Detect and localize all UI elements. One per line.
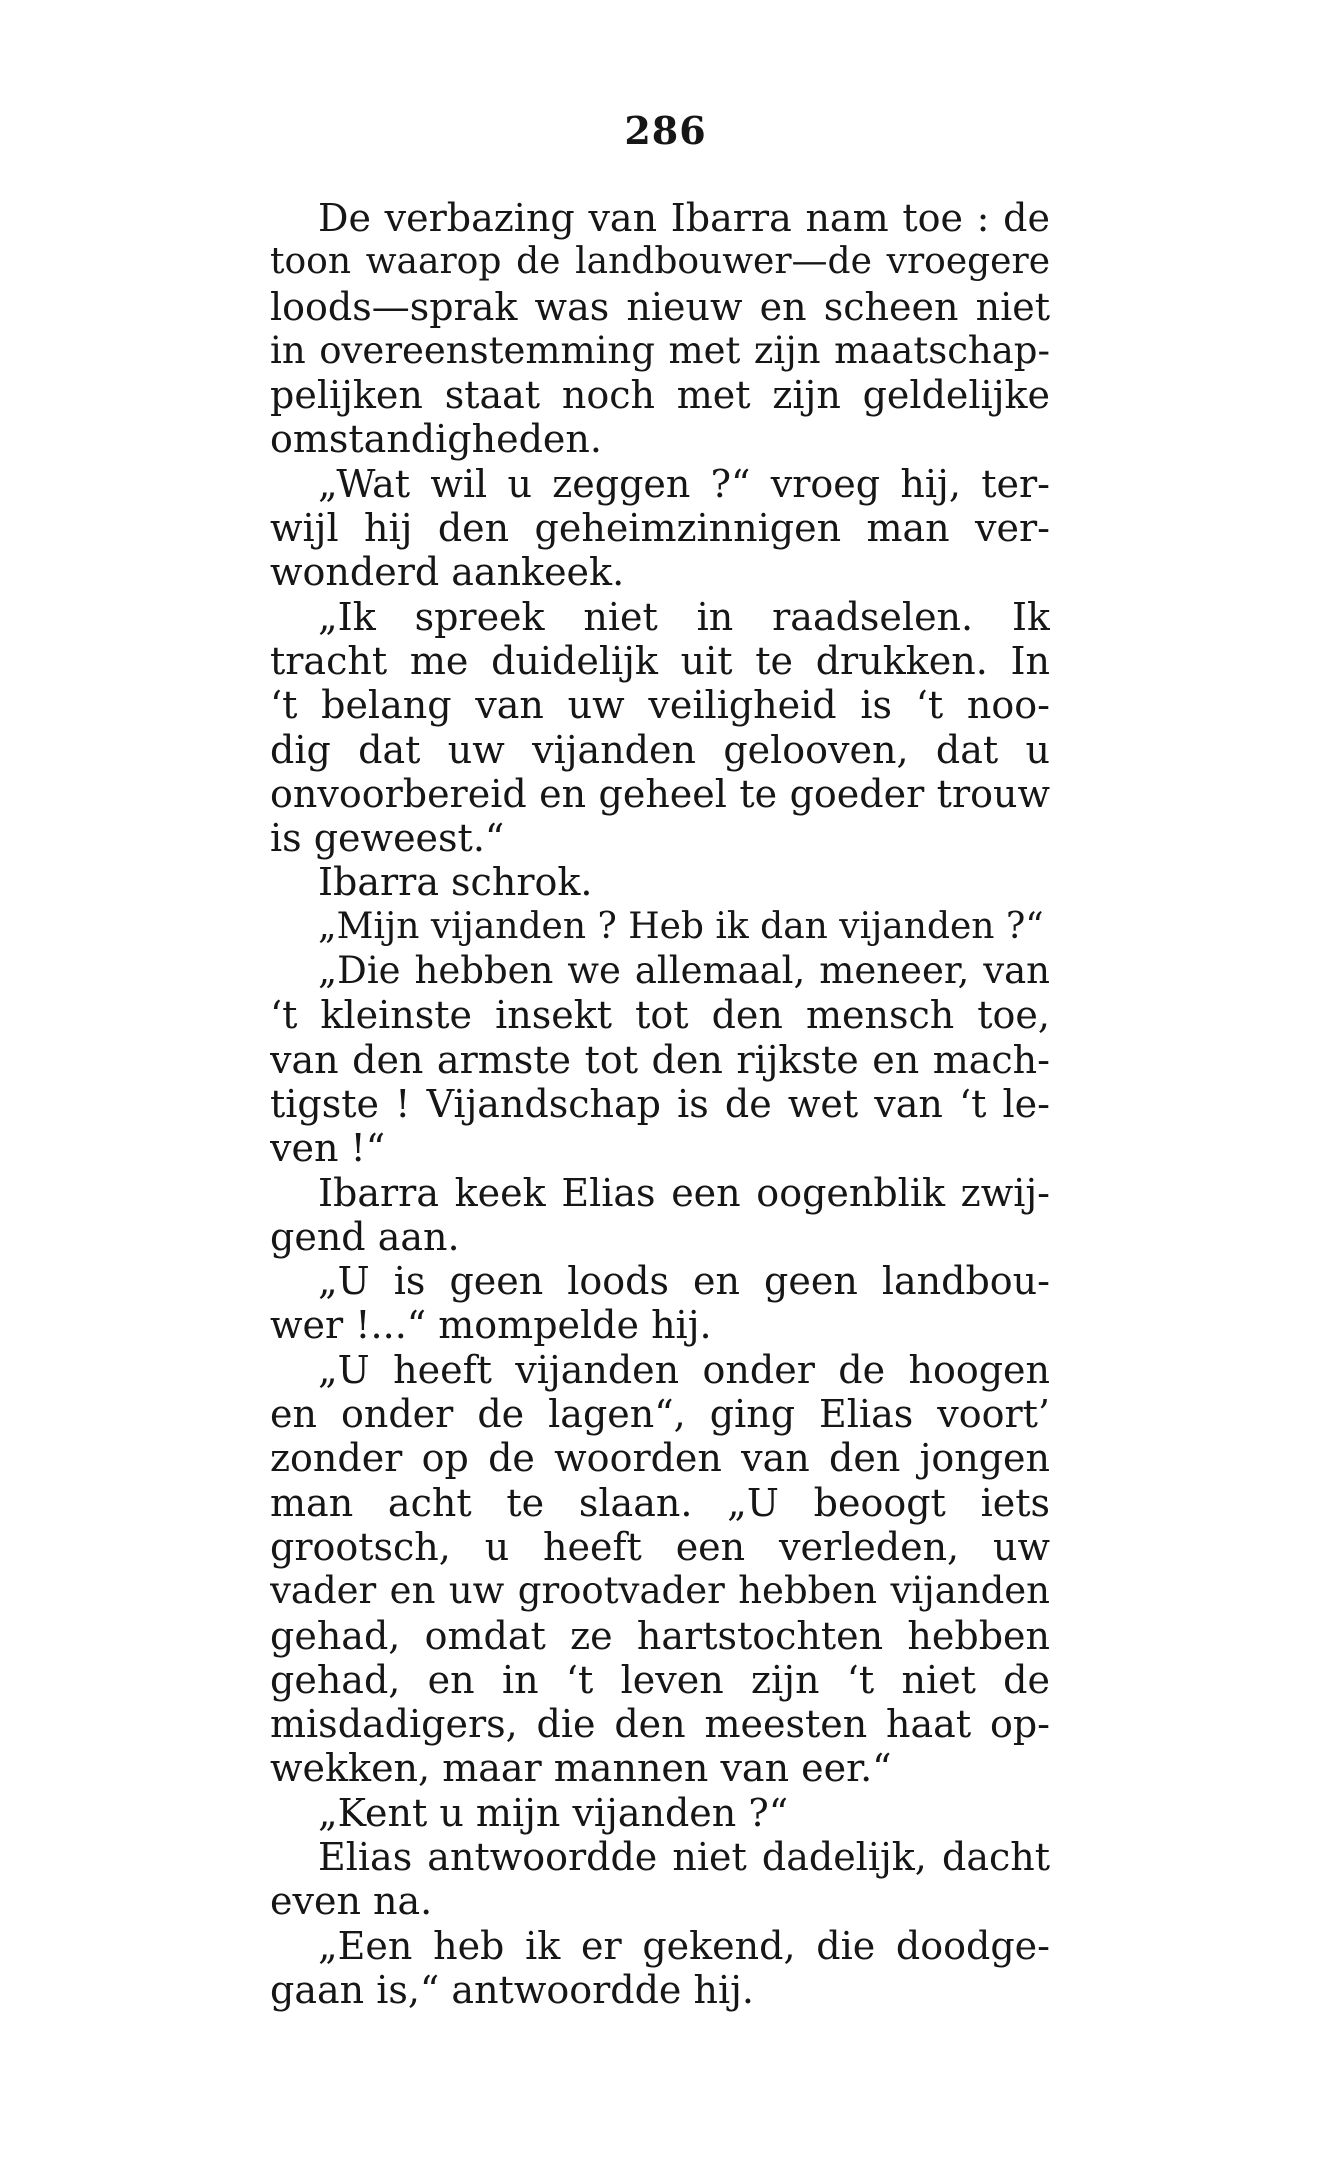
text-line: pelijken staat noch met zijn geldelijke [270, 373, 1050, 418]
text-line: „Mijn vijanden ? Heb ik dan vijanden ?“ [318, 905, 1044, 947]
text-line: is geweest.“ [270, 816, 505, 861]
text-line: toon waarop de landbouwer—de vroegere [270, 241, 1050, 283]
text-line: dig dat uw vijanden gelooven, dat u [270, 727, 1050, 772]
text-line: „U heeft vijanden onder de hoogen [318, 1347, 1050, 1392]
text-line: loods—sprak was nieuw en scheen niet [270, 284, 1050, 329]
text-line: even na. [270, 1879, 433, 1924]
text-line: „Een heb ik er gekend, die doodge- [318, 1923, 1050, 1968]
text-line: „U is geen loods en geen landbou- [318, 1259, 1050, 1304]
text-line: onvoorbereid en geheel te goeder trouw [270, 771, 1050, 816]
text-line: ‘t belang van uw veiligheid is ‘t noo- [270, 683, 1050, 728]
text-line: wijl hij den geheimzinnigen man ver- [270, 506, 1050, 551]
text-line: gaan is,“ antwoordde hij. [270, 1967, 754, 2012]
text-line: zonder op de woorden van den jongen [270, 1436, 1050, 1481]
text-line: wekken, maar mannen van eer.“ [270, 1746, 892, 1791]
text-line: Ibarra keek Elias een oogenblik zwij- [318, 1170, 1050, 1215]
text-line: De verbazing van Ibarra nam toe : de [318, 196, 1050, 240]
text-line: gehad, omdat ze hartstochten hebben [270, 1613, 1050, 1658]
text-line: „Wat wil u zeggen ?“ vroeg hij, ter- [318, 461, 1050, 506]
text-line: wer !...“ mompelde hij. [270, 1303, 712, 1348]
text-line: wonderd aankeek. [270, 550, 625, 595]
text-line: ven !“ [270, 1126, 386, 1171]
text-line: man acht te slaan. „U beoogt iets [270, 1480, 1050, 1525]
text-line: Elias antwoordde niet dadelijk, dacht [318, 1834, 1050, 1879]
text-line: „Die hebben we allemaal, meneer, van [318, 949, 1050, 993]
text-line: misdadigers, die den meesten haat op- [270, 1702, 1050, 1747]
text-line: vader en uw grootvader hebben vijanden [270, 1569, 1050, 1613]
text-line: en onder de lagen“, ging Elias voort’ [270, 1392, 1050, 1437]
text-line: grootsch, u heeft een verleden, uw [270, 1524, 1050, 1569]
text-line: tigste ! Vijandschap is de wet van ‘t le- [270, 1081, 1050, 1126]
body-text [270, 196, 1050, 2012]
text-line: tracht me duidelijk uit te drukken. In [270, 638, 1050, 683]
text-line: Ibarra schrok. [318, 860, 593, 905]
text-line: gend aan. [270, 1214, 460, 1259]
text-line: „Ik spreek niet in raadselen. Ik [318, 594, 1050, 639]
text-line: gehad, en in ‘t leven zijn ‘t niet de [270, 1657, 1050, 1702]
page-number: 286 [624, 108, 707, 153]
text-line: omstandigheden. [270, 417, 602, 462]
text-line: „Kent u mijn vijanden ?“ [318, 1790, 789, 1835]
text-line: ‘t kleinste insekt tot den mensch toe, [270, 993, 1050, 1038]
text-line: van den armste tot den rijkste en mach- [270, 1037, 1050, 1082]
text-line: in overeenstemming met zijn maatschap- [270, 328, 1050, 372]
